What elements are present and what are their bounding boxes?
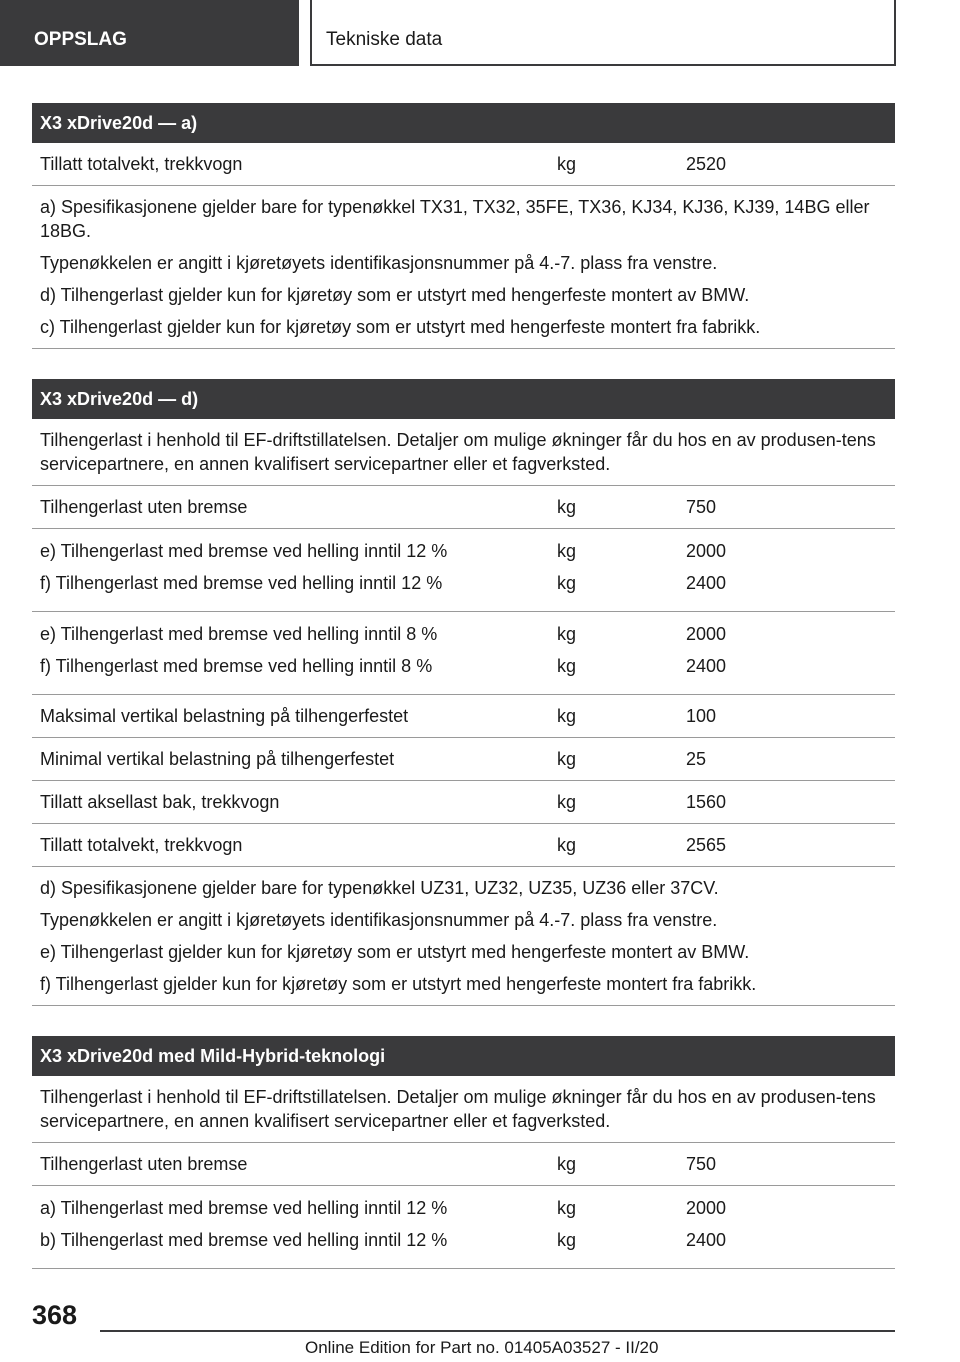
row-value: 1560 <box>686 792 727 812</box>
row-value: 25 <box>686 749 707 769</box>
table-row <box>40 538 895 570</box>
row-unit: kg <box>557 706 577 726</box>
row-unit: kg <box>557 497 577 517</box>
footnote: e) Tilhengerlast gjelder kun for kjøretøy som er utstyrt med hengerfeste montert av BMW. <box>40 942 750 962</box>
row-unit: kg <box>557 749 577 769</box>
section-x3-xdrive20d-mild-hybrid <box>32 1036 895 1269</box>
table-row <box>32 824 895 867</box>
row-label: Tilhengerlast uten bremse <box>40 1154 248 1174</box>
footnote: d) Tilhengerlast gjelder kun for kjøretøy som er utstyrt med hengerfeste montert av BMW. <box>40 285 750 305</box>
table-row <box>40 570 895 602</box>
section-title: X3 xDrive20d med Mild-Hybrid-teknologi <box>32 1036 895 1076</box>
row-unit: kg <box>557 835 577 855</box>
row-unit: kg <box>557 624 577 644</box>
footnote: Typenøkkelen er angitt i kjøretøyets identifikasjonsnummer på 4.-7. plass fra venstre. <box>40 253 718 273</box>
chapter-title: Tekniske data <box>310 0 896 66</box>
intro-text <box>32 1076 895 1143</box>
row-value: 2400 <box>686 1230 727 1250</box>
table-row <box>32 781 895 824</box>
footnote: Typenøkkelen er angitt i kjøretøyets identifikasjonsnummer på 4.-7. plass fra venstre. <box>40 910 718 930</box>
row-value: 2400 <box>686 573 727 593</box>
row-value: 750 <box>686 1154 717 1174</box>
footnotes <box>32 186 895 349</box>
row-label: Maksimal vertikal belastning på tilhengerfestet <box>40 706 409 726</box>
content <box>32 103 895 1299</box>
page-footer <box>0 1290 960 1362</box>
row-label: b) Tilhengerlast med bremse ved helling inntil 12 % <box>40 1230 448 1250</box>
edition-text: Online Edition for Part no. 01405A03527 - II/20 <box>305 1338 659 1357</box>
row-value: 100 <box>686 706 717 726</box>
row-unit: kg <box>557 792 577 812</box>
row-unit: kg <box>557 656 577 676</box>
footer-divider <box>100 1330 895 1332</box>
row-label: f) Tilhengerlast med bremse ved helling inntil 12 % <box>40 573 443 593</box>
table-row-group <box>32 612 895 695</box>
row-value: 2000 <box>686 1198 727 1218</box>
row-value: 2565 <box>686 835 727 855</box>
table-row <box>40 1195 895 1227</box>
section-x3-xdrive20d-a <box>32 103 895 349</box>
table-row <box>40 621 895 653</box>
footnote: c) Tilhengerlast gjelder kun for kjøretøy som er utstyrt med hengerfeste montert fra fabrikk. <box>40 317 761 337</box>
footnotes <box>32 867 895 1006</box>
row-unit: kg <box>557 154 577 174</box>
section-title: X3 xDrive20d — d) <box>32 379 895 419</box>
page-number: 368 <box>32 1300 78 1330</box>
row-label: Tilhengerlast uten bremse <box>40 497 248 517</box>
row-label: Tillatt aksellast bak, trekkvogn <box>40 792 280 812</box>
row-unit: kg <box>557 573 577 593</box>
row-label: f) Tilhengerlast med bremse ved helling inntil 8 % <box>40 656 433 676</box>
row-label: Tillatt totalvekt, trekkvogn <box>40 835 243 855</box>
row-value: 2000 <box>686 624 727 644</box>
row-unit: kg <box>557 1198 577 1218</box>
table-row <box>32 695 895 738</box>
intro-paragraph: Tilhengerlast i henhold til EF-driftstillatelsen. Detaljer om mulige økninger får du hos en av produsen-tens servicepartnere, en annen kvalifisert servicepartner eller et fagverksted. <box>40 1087 876 1131</box>
row-label: a) Tilhengerlast med bremse ved helling inntil 12 % <box>40 1198 448 1218</box>
intro-text <box>32 419 895 486</box>
footnote: f) Tilhengerlast gjelder kun for kjøretøy som er utstyrt med hengerfeste montert fra fabrikk. <box>40 974 757 994</box>
row-unit: kg <box>557 1230 577 1250</box>
footnote: a) Spesifikasjonene gjelder bare for typenøkkel TX31, TX32, 35FE, TX36, KJ34, KJ36, KJ39, 14BG eller 18BG. <box>40 197 870 241</box>
row-label: e) Tilhengerlast med bremse ved helling inntil 8 % <box>40 624 438 644</box>
table-row <box>40 653 895 685</box>
table-row <box>32 738 895 781</box>
row-value: 750 <box>686 497 717 517</box>
table-row <box>32 143 895 186</box>
row-label: Minimal vertikal belastning på tilhengerfestet <box>40 749 395 769</box>
row-value: 2400 <box>686 656 727 676</box>
table-row-group <box>32 529 895 612</box>
row-label: e) Tilhengerlast med bremse ved helling inntil 12 % <box>40 541 448 561</box>
footnote: d) Spesifikasjonene gjelder bare for typenøkkel UZ31, UZ32, UZ35, UZ36 eller 37CV. <box>40 878 719 898</box>
intro-paragraph: Tilhengerlast i henhold til EF-driftstillatelsen. Detaljer om mulige økninger får du hos en av produsen-tens servicepartnere, en annen kvalifisert servicepartner eller et fagverksted. <box>40 430 876 474</box>
table-row <box>32 486 895 529</box>
row-unit: kg <box>557 1154 577 1174</box>
section-tab: OPPSLAG <box>0 0 299 66</box>
row-unit: kg <box>557 541 577 561</box>
table-row <box>40 1227 895 1259</box>
row-value: 2000 <box>686 541 727 561</box>
table-row <box>32 1143 895 1186</box>
section-title: X3 xDrive20d — a) <box>32 103 895 143</box>
row-value: 2520 <box>686 154 727 174</box>
row-label: Tillatt totalvekt, trekkvogn <box>40 154 243 174</box>
table-row-group <box>32 1186 895 1269</box>
page-header <box>0 0 960 66</box>
section-x3-xdrive20d-d <box>32 379 895 1006</box>
